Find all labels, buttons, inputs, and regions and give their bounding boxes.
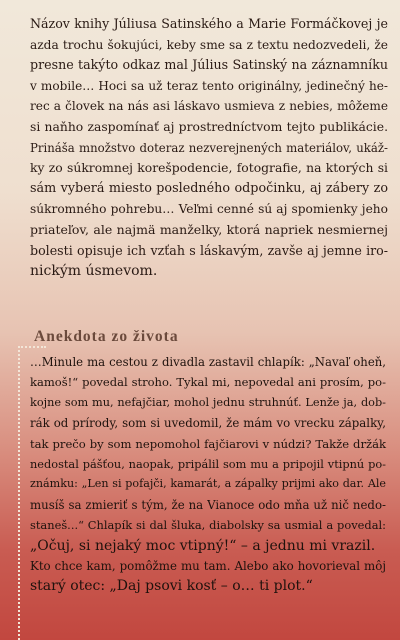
intro-line: sám vyberá miesto posledného odpočinku, aj zábery zo [30,180,388,196]
quote-line: starý otec: „Daj psovi kosť – o… ti plot.“ [30,578,313,595]
anecdote-quote [30,352,386,597]
intro-line: priateľov, ale najmä manželky, ktorá napriek nesmiernej [30,221,388,237]
quote-line: staneš...“ Chlapík si dal šluka, diabolsky sa usmial a povedal: [30,518,386,533]
intro-paragraph [30,14,388,282]
quote-line: nedostal pášťou, naopak, pripálil som mu a pripojil vtipnú po- [30,457,386,472]
intro-line: bolesti opisuje ich vzťah s láskavým, zavše aj jemne iro- [30,242,388,258]
dotted-frame-top [18,346,46,350]
quote-line: známku: „Len si pofajči, kamarát, a zápalky prijmi ako dar. Ale [30,477,386,491]
quote-line: Kto chce kam, pomôžme mu tam. Alebo ako hovorieval môj [30,559,386,574]
quote-line: kojne som mu, nefajčiar, mohol jednu struhnúť. Lenže ja, dob- [30,395,386,409]
dotted-frame-left [18,346,22,640]
intro-line: súkromného pohrebu… Veľmi cenné sú aj spomienky jeho [30,202,388,217]
quote-line: rák od prírody, som si uvedomil, že mám vo vrecku zápalky, [30,416,386,431]
section-title: Anekdota zo života [34,328,179,345]
intro-line: v mobile… Hoci sa už teraz tento originálny, jedinečný he- [30,78,388,93]
quote-line: musíš sa zmieriť s tým, že na Vianoce odo mňa už nič nedo- [30,497,386,512]
intro-line: presne takýto odkaz mal Július Satinský na záznamníku [30,57,388,73]
intro-line: si naňho zaspomínať aj prostredníctvom tejto publikácie. [30,119,388,134]
intro-line: Názov knihy Júliusa Satinského a Marie Formáčkovej je [30,16,388,31]
quote-line: „Očuj, si nejaký moc vtipný!“ – a jednu mi vrazil. [30,537,376,554]
intro-line: azda trochu šokujúci, keby sme sa z textu nedozvedeli, že [30,37,388,52]
intro-line: rec a človek na nás asi láskavo usmieva z nebies, môžeme [30,99,388,114]
quote-line: kamoš!“ povedal stroho. Tykal mi, nepovedal ani prosím, po- [30,375,386,390]
intro-line: nickým úsmevom. [30,263,158,280]
intro-line: Prináša množstvo doteraz nezverejnených materiálov, ukáž- [30,140,388,155]
intro-line: ky zo súkromnej korešpodencie, fotografie, na ktorých si [30,161,388,176]
quote-line: tak prečo by som nepomohol fajčiarovi v núdzi? Takže držák [30,436,386,451]
quote-line: …Minule ma cestou z divadla zastavil chlapík: „Navaľ oheň, [30,355,386,369]
